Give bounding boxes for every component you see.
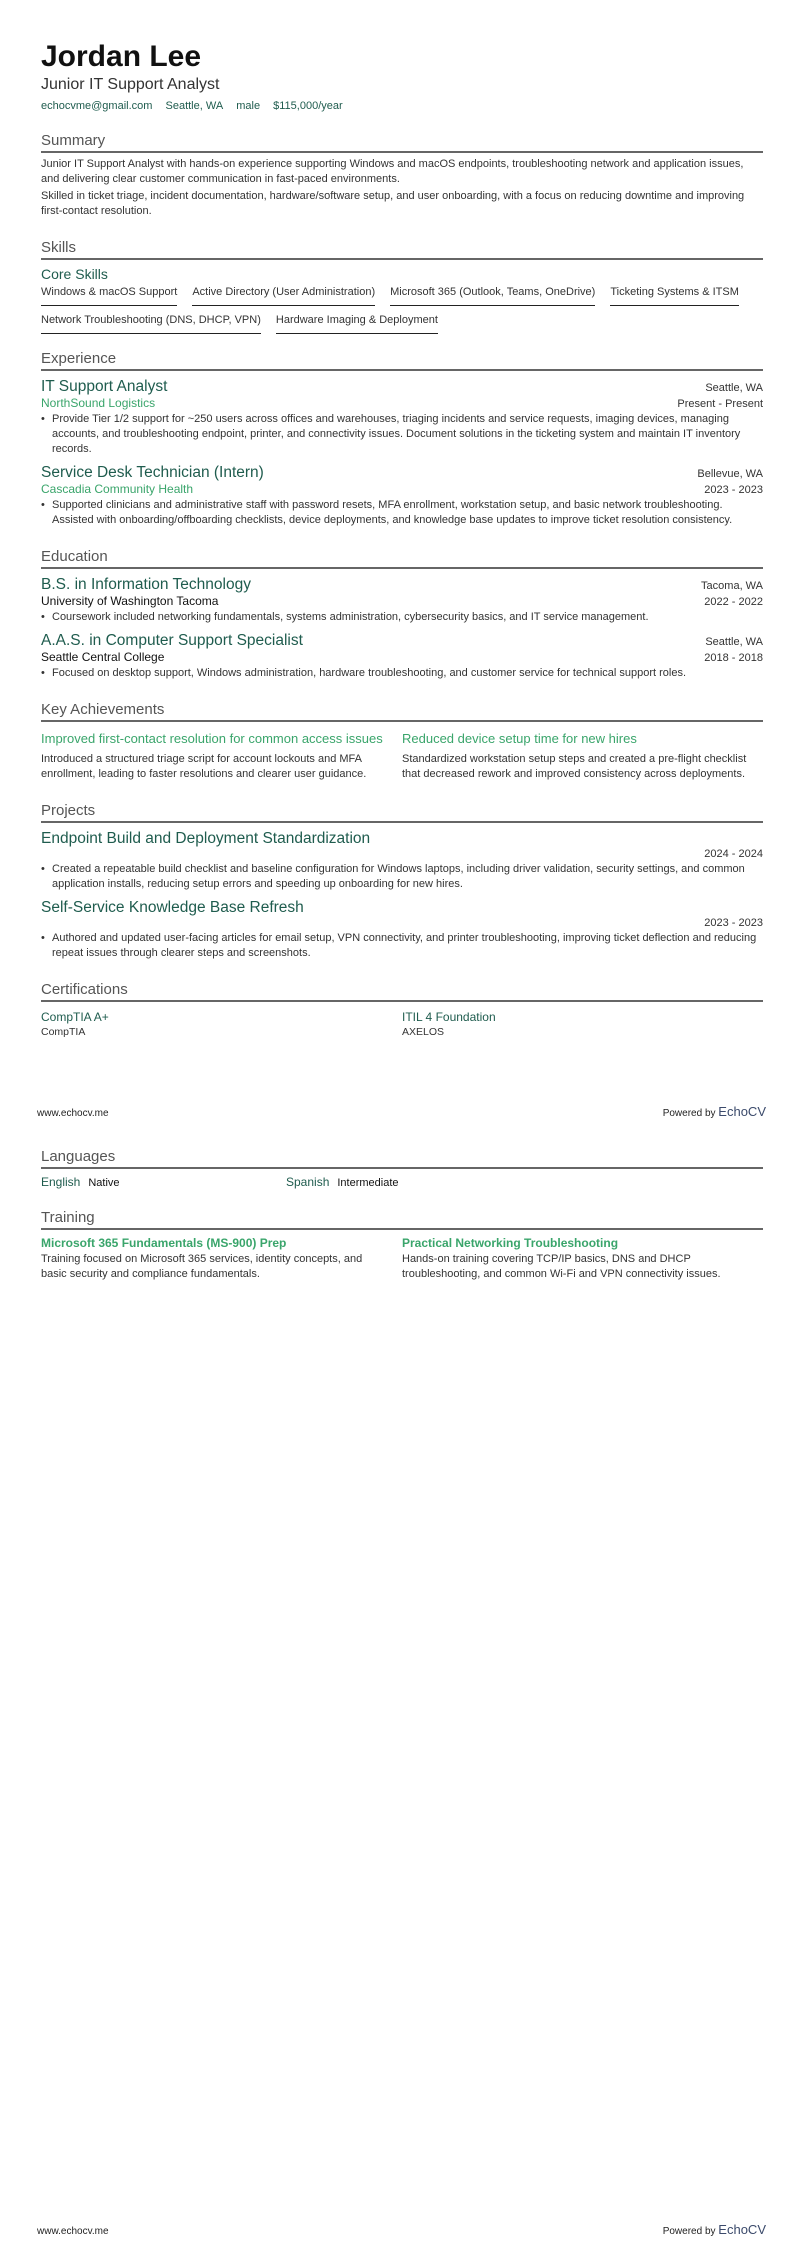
candidate-title: Junior IT Support Analyst	[41, 76, 220, 93]
job-dates: 2023 - 2023	[704, 484, 763, 496]
training-item	[41, 1236, 402, 1282]
echocv-brand-link[interactable]: EchoCV	[718, 2222, 766, 2237]
project-title: Endpoint Build and Deployment Standardization	[41, 830, 371, 847]
certification-name: ITIL 4 Foundation	[402, 1010, 496, 1024]
job-dates: Present - Present	[677, 398, 763, 410]
language-name: English	[41, 1175, 81, 1189]
training-desc: Hands-on training covering TCP/IP basics, DNS and DHCP troubleshooting, and common Wi-Fi and VPN connectivity issues.	[402, 1253, 721, 1280]
achievement-desc: Standardized workstation setup steps and created a pre-flight checklist that decreased rework and improved consistency across deployments.	[402, 753, 747, 780]
degree-title: A.A.S. in Computer Support Specialist	[41, 632, 303, 649]
contact-email[interactable]: echocvme@gmail.com	[41, 100, 153, 112]
project-dates: 2023 - 2023	[704, 917, 763, 929]
language-level: Intermediate	[337, 1177, 399, 1189]
contact-location: Seattle, WA	[165, 100, 224, 112]
school-name: University of Washington Tacoma	[41, 594, 219, 608]
resume-page-2	[41, 1148, 763, 1282]
skill-item: Ticketing Systems & ITSM	[610, 286, 739, 306]
school-name: Seattle Central College	[41, 650, 165, 664]
job-title: IT Support Analyst	[41, 378, 168, 395]
skills-list	[41, 286, 763, 342]
contact-info	[41, 100, 763, 112]
summary-section	[41, 157, 763, 219]
achievements-heading: Key Achievements	[41, 701, 763, 722]
training-grid	[41, 1236, 763, 1282]
summary-paragraph: Skilled in ticket triage, incident documentation, hardware/software setup, and user onboarding, with a focus on reducing downtime and improving first-contact resolution.	[41, 190, 745, 217]
certifications-heading: Certifications	[41, 981, 763, 1002]
achievement-title: Improved first-contact resolution for common access issues	[41, 731, 383, 746]
candidate-name: Jordan Lee	[41, 40, 202, 73]
footer-powered-by: Powered by EchoCV	[662, 1104, 766, 1119]
achievement-desc: Introduced a structured triage script for account lockouts and MFA enrollment, leading to faster resolutions and clearer user guidance.	[41, 753, 367, 780]
project-bullet: • Authored and updated user-facing articles for email setup, VPN connectivity, and printer troubleshooting, improving ticket deflection and reducing repeat issues through clearer steps and screenshots.	[41, 931, 763, 961]
company-name: Cascadia Community Health	[41, 482, 194, 496]
education-bullet: • Coursework included networking fundamentals, systems administration, cybersecurity basics, and IT service management.	[41, 610, 763, 625]
languages-heading: Languages	[41, 1148, 763, 1169]
experience-entry	[41, 378, 763, 457]
language-item	[41, 1175, 286, 1189]
job-bullet: • Supported clinicians and administrative staff with password resets, MFA enrollment, workstation setup, and basic network troubleshooting. Assisted with onboarding/offboarding checklists, device deployments, and knowledge base updates to improve ticket resolution consistency.	[41, 498, 763, 528]
project-bullet: • Created a repeatable build checklist and baseline configuration for Windows laptops, including driver validation, security settings, and common application installs, reducing setup errors and speeding up onboarding for new hires.	[41, 862, 763, 892]
school-location: Seattle, WA	[705, 636, 763, 648]
certifications-grid	[41, 1010, 763, 1038]
skill-item: Hardware Imaging & Deployment	[276, 314, 438, 334]
training-item	[402, 1236, 763, 1282]
education-dates: 2022 - 2022	[704, 596, 763, 608]
summary-heading: Summary	[41, 132, 763, 153]
education-dates: 2018 - 2018	[704, 652, 763, 664]
page-footer	[37, 1104, 766, 1119]
education-heading: Education	[41, 548, 763, 569]
experience-entry	[41, 464, 763, 528]
achievement-item	[41, 730, 402, 782]
achievement-item	[402, 730, 763, 782]
summary-paragraph: Junior IT Support Analyst with hands-on experience supporting Windows and macOS endpoints, troubleshooting network and application issues, and delivering clear customer communication in fast-paced environments.	[41, 158, 744, 185]
certification-issuer: AXELOS	[402, 1026, 445, 1038]
experience-heading: Experience	[41, 350, 763, 371]
footer-website-link[interactable]: www.echocv.me	[37, 1108, 109, 1119]
project-title: Self-Service Knowledge Base Refresh	[41, 899, 304, 916]
projects-heading: Projects	[41, 802, 763, 823]
school-location: Tacoma, WA	[701, 580, 763, 592]
education-bullet: • Focused on desktop support, Windows administration, hardware troubleshooting, and customer service for technical support roles.	[41, 666, 763, 681]
resume-page-1	[41, 40, 763, 1038]
company-name: NorthSound Logistics	[41, 396, 156, 410]
languages-list	[41, 1175, 763, 1189]
skill-item: Microsoft 365 (Outlook, Teams, OneDrive)	[390, 286, 595, 306]
training-title: Practical Networking Troubleshooting	[402, 1236, 619, 1250]
echocv-brand-link[interactable]: EchoCV	[718, 1104, 766, 1119]
achievement-title: Reduced device setup time for new hires	[402, 731, 637, 746]
achievements-grid	[41, 730, 763, 782]
skills-group-title: Core Skills	[41, 266, 108, 282]
contact-salary: $115,000/year	[273, 100, 343, 112]
job-location: Seattle, WA	[705, 382, 763, 394]
job-title: Service Desk Technician (Intern)	[41, 464, 264, 481]
training-title: Microsoft 365 Fundamentals (MS-900) Prep	[41, 1236, 287, 1250]
skill-item: Windows & macOS Support	[41, 286, 177, 306]
training-heading: Training	[41, 1209, 763, 1230]
certification-item	[41, 1010, 402, 1038]
footer-powered-by: Powered by EchoCV	[662, 2222, 766, 2237]
job-location: Bellevue, WA	[697, 468, 763, 480]
project-entry	[41, 830, 763, 892]
footer-website-link[interactable]: www.echocv.me	[37, 2226, 109, 2237]
skill-item: Network Troubleshooting (DNS, DHCP, VPN)	[41, 314, 261, 334]
skills-heading: Skills	[41, 239, 763, 260]
language-item	[286, 1175, 531, 1189]
language-level: Native	[88, 1177, 120, 1189]
certification-issuer: CompTIA	[41, 1026, 86, 1038]
certification-item	[402, 1010, 763, 1038]
project-entry	[41, 899, 763, 961]
training-desc: Training focused on Microsoft 365 services, identity concepts, and basic security and compliance fundamentals.	[41, 1253, 363, 1280]
degree-title: B.S. in Information Technology	[41, 576, 251, 593]
project-dates: 2024 - 2024	[704, 848, 763, 860]
contact-gender: male	[236, 100, 261, 112]
skill-item: Active Directory (User Administration)	[192, 286, 375, 306]
job-bullet: • Provide Tier 1/2 support for ~250 users across offices and warehouses, triaging incidents and service requests, imaging devices, managing accounts, and troubleshooting endpoint, printer, and connectivity issues. Document solutions in the ticketing system and maintain IT inventory records.	[41, 412, 763, 457]
page-footer	[37, 2222, 766, 2237]
education-entry	[41, 632, 763, 681]
certification-name: CompTIA A+	[41, 1010, 109, 1024]
education-entry	[41, 576, 763, 625]
language-name: Spanish	[286, 1175, 330, 1189]
